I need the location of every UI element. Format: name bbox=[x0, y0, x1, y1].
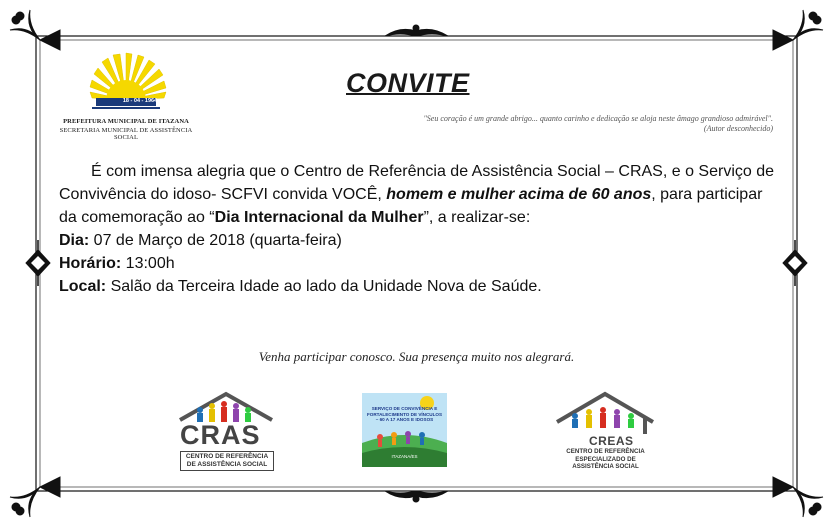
invitation-body bbox=[59, 160, 779, 298]
intro-paragraph bbox=[59, 160, 779, 229]
intro-text-c: , para participar da comemoração ao “ bbox=[59, 186, 763, 226]
prefeitura-name: PREFEITURA MUNICIPAL DE ITAZANA bbox=[63, 118, 189, 125]
audience-text: homem e mulher acima de 60 anos bbox=[386, 186, 652, 203]
creas-subtitle-line1: CENTRO DE REFERÊNCIA bbox=[566, 448, 645, 455]
time-value: 13:00h bbox=[121, 255, 175, 272]
date-banner: 18 - 04 - 1964 bbox=[122, 98, 158, 104]
cras-subtitle bbox=[180, 451, 274, 471]
creas-logo bbox=[553, 390, 663, 485]
creas-name: CREAS bbox=[589, 434, 634, 448]
intro-text-a: É com imensa alegria que o Centro de Referência de Assistência Social – CRAS, e o Serviço de Convivência do idoso- SCFVI convida VOCÊ, bbox=[59, 163, 775, 203]
epigraph bbox=[330, 114, 773, 134]
house-family-icon bbox=[553, 390, 658, 434]
quote-author: (Autor desconhecido) bbox=[703, 124, 773, 133]
page-title: CONVITE bbox=[346, 68, 470, 98]
creas-subtitle-line2: ESPECIALIZADO DE bbox=[575, 455, 636, 463]
scfv-city: ITAZANA/ES bbox=[391, 454, 418, 459]
creas-subtitle bbox=[553, 448, 658, 471]
location-line bbox=[59, 275, 779, 298]
location-value: Salão da Terceira Idade ao lado da Unidade Nova de Saúde. bbox=[106, 278, 542, 295]
date-line bbox=[59, 229, 779, 252]
date-value: 07 de Março de 2018 (quarta-feira) bbox=[89, 232, 342, 249]
creas-subtitle-line3: ASSISTÊNCIA SOCIAL bbox=[572, 463, 639, 470]
scfv-title-line1: SERVIÇO DE CONVIVÊNCIA E bbox=[371, 406, 438, 411]
intro-text-e: ”, a realizar-se: bbox=[423, 209, 531, 226]
time-label: Horário: bbox=[59, 255, 122, 272]
prefeitura-logo bbox=[50, 52, 202, 141]
scfv-title bbox=[362, 406, 447, 423]
scfv-title-line2: FORTALECIMENTO DE VÍNCULOS bbox=[366, 411, 443, 417]
cras-subtitle-line2: DE ASSISTÊNCIA SOCIAL bbox=[186, 461, 268, 468]
location-label: Local: bbox=[59, 278, 107, 295]
event-name: Dia Internacional da Mulher bbox=[214, 209, 424, 226]
secretaria-name: SECRETARIA MUNICIPAL DE ASSISTÊNCIA SOCIAL bbox=[59, 127, 193, 141]
cras-name: CRAS bbox=[180, 420, 261, 450]
corner-ornament-top-left bbox=[10, 10, 60, 50]
cras-logo bbox=[176, 390, 276, 480]
time-line bbox=[59, 252, 779, 275]
date-label: Dia: bbox=[59, 232, 90, 249]
quote-text: "Seu coração é um grande abrigo... quanto carinho e dedicação se aloja neste âmago grandioso admirável". bbox=[423, 114, 773, 123]
closing-message: Venha participar conosco. Sua presença muito nos alegrará. bbox=[258, 349, 575, 364]
cras-subtitle-line1: CENTRO DE REFERÊNCIA bbox=[185, 453, 269, 460]
scfv-logo bbox=[362, 393, 447, 467]
sun-emblem-icon bbox=[82, 52, 170, 116]
scfv-title-line3: – 60 A 17 ANOS E IDOSOS bbox=[375, 417, 434, 422]
